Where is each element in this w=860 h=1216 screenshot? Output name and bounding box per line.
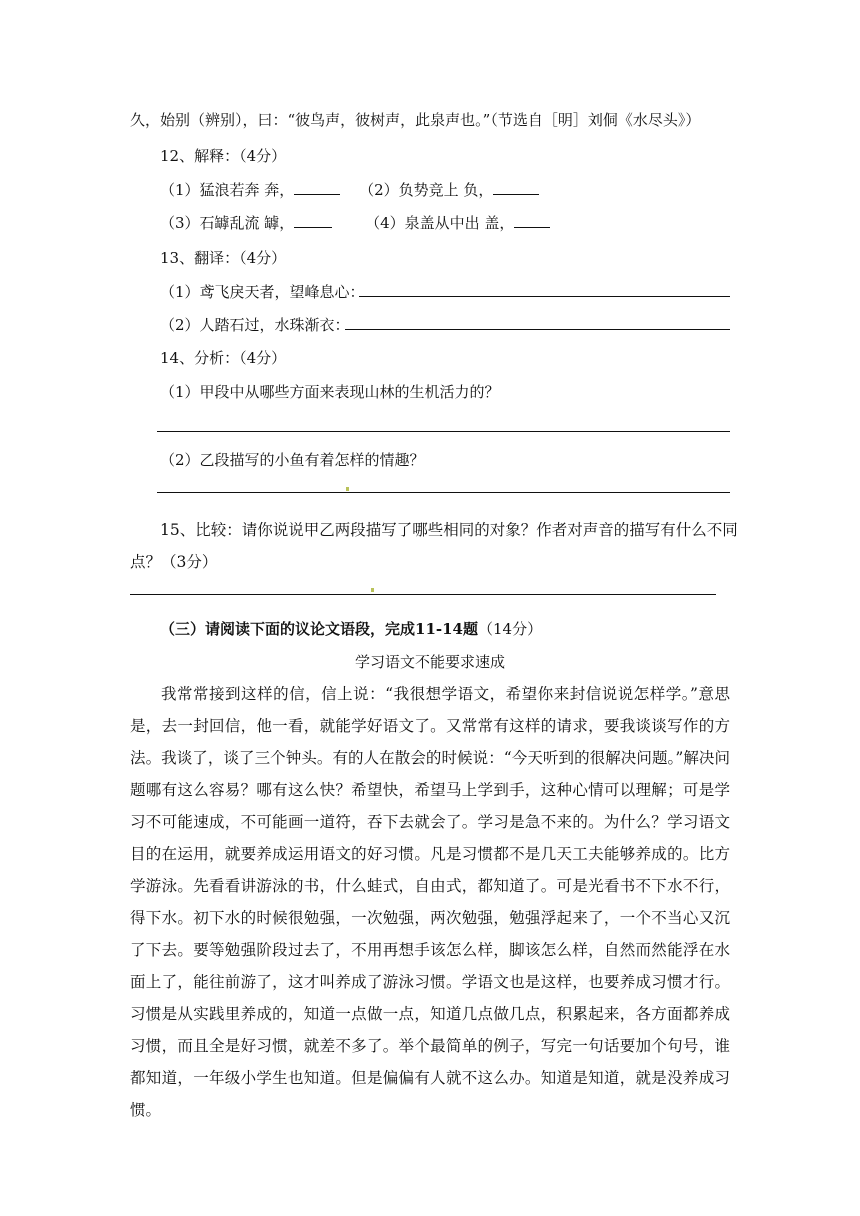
q12-item-2-label: （2）负势竞上 负， bbox=[359, 181, 494, 199]
q12-item-4-blank[interactable] bbox=[514, 213, 550, 228]
q14-item-1: （1）甲段中从哪些方面来表现山林的生机活力的？ bbox=[160, 383, 500, 401]
article-title: 学习语文不能要求速成 bbox=[354, 653, 505, 671]
q12-item-3-label: （3）石罅乱流 罅， bbox=[160, 214, 295, 232]
q12-item-1-blank[interactable] bbox=[294, 180, 340, 195]
q12-row-1 bbox=[160, 180, 539, 200]
q12-item-2-blank[interactable] bbox=[493, 180, 539, 195]
question-13-title: 13、翻译：（4分） bbox=[160, 249, 287, 267]
q13-item-2-blank[interactable] bbox=[345, 329, 730, 330]
q15-answer-line[interactable] bbox=[130, 594, 716, 595]
q13-item-1-blank[interactable] bbox=[359, 296, 730, 297]
section-3-points: （14分） bbox=[477, 620, 543, 638]
q13-item-1: （1）鸢飞戾天者，望峰息心： bbox=[160, 283, 365, 301]
q14-item-2: （2）乙段描写的小鱼有着怎样的情趣？ bbox=[160, 451, 425, 469]
q14-mark-dot bbox=[346, 487, 349, 491]
question-14-title: 14、分析：（4分） bbox=[160, 349, 287, 367]
article-paragraph: 我常常接到这样的信，信上说：“我很想学语文，希望你来封信说说怎样学。”意思是，去一封回信，他一看，就能学好语文了。又常常有这样的请求，要我谈谈写作的方法。我谈了，谈了三个钟头。有的人在散会的时候说：“今天听到的很解决问题。”解决问题哪有这么容易？哪有这么快？希望快，希望马上学到手，这种心情可以理解；可是学习不可能速成，不可能画一道符，吞下去就会了。学习是急不来的。为什么？学习语文目的在运用，就要养成运用语文的好习惯。凡是习惯都不是几天工夫能够养成的。比方学游泳。先看看讲游泳的书，什么蛙式，自由式，都知道了。可是光看书不下水不行，得下水。初下水的时候很勉强，一次勉强，两次勉强，勉强浮起来了，一个不当心又沉了下去。要等勉强阶段过去了，不用再想手该怎么样，脚该怎么样，自然而然能浮在水面上了，能往前游了，这才叫养成了游泳习惯。学语文也是这样，也要养成习惯才行。习惯是从实践里养成的，知道一点做一点，知道几点做几点，积累起来，各方面都养成习惯，而且全是好习惯，就差不多了。举个最简单的例子，写完一句话要加个句号，谁都知道，一年级小学生也知道。但是偏偏有人就不这么办。知道是知道，就是没养成习惯。 bbox=[130, 685, 730, 1119]
section-3-heading: （三）请阅读下面的议论文语段，完成11-14题 bbox=[160, 620, 478, 638]
question-12-title: 12、解释：（4分） bbox=[160, 147, 287, 165]
section-3-heading-row bbox=[160, 619, 542, 639]
q12-row-2 bbox=[160, 213, 550, 233]
passage-tail: 久，始别（辨别），曰：“彼鸟声，彼树声，此泉声也。”（节选自［明］刘侗《水尽头》） bbox=[130, 111, 701, 129]
q12-item-1-label: （1）猛浪若奔 奔， bbox=[160, 181, 295, 199]
q14-item-2-answer-line[interactable] bbox=[157, 492, 730, 493]
q14-item-1-answer-line[interactable] bbox=[157, 431, 730, 432]
q13-item-2: （2）人踏石过，水珠渐衣： bbox=[160, 316, 350, 334]
question-15-line-2: 点？（3分） bbox=[130, 553, 218, 571]
question-15-line-1: 15、比较：请你说说甲乙两段描写了哪些相同的对象？作者对声音的描写有什么不同 bbox=[160, 521, 738, 539]
q12-item-3-blank[interactable] bbox=[294, 213, 332, 228]
q12-item-4-label: （4）泉盖从中出 盖， bbox=[365, 214, 515, 232]
q15-mark-dot bbox=[371, 588, 374, 592]
